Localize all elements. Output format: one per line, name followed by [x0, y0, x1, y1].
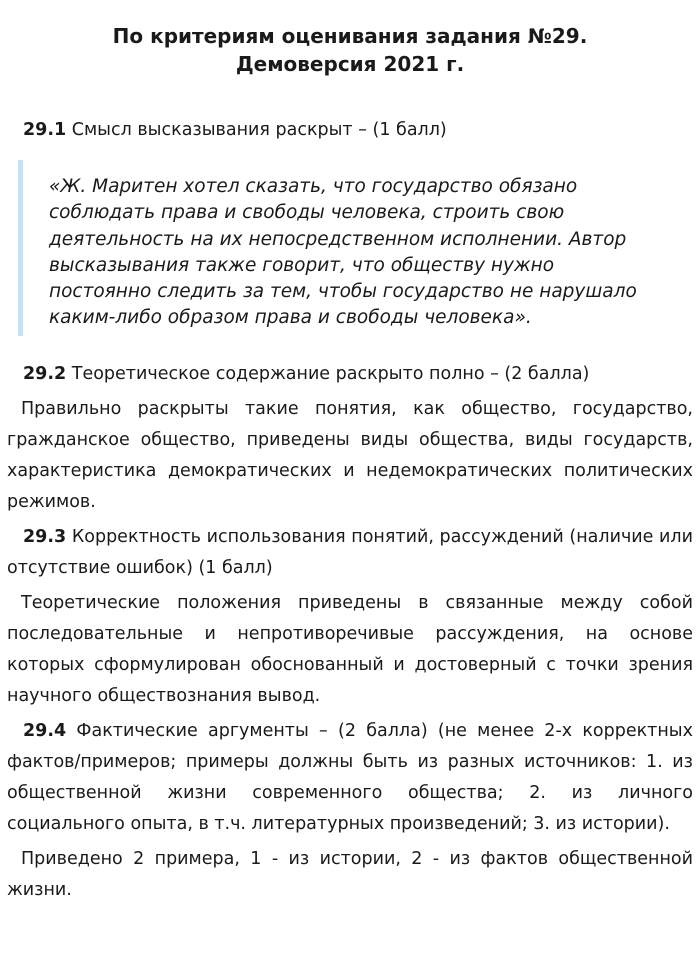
criterion-29-4-heading [7, 716, 693, 840]
page-title-line-1: По критериям оценивания задания №29. [112, 24, 588, 48]
page-title [7, 22, 693, 78]
criterion-29-2-heading [7, 359, 693, 390]
criterion-29-3-body: Теоретические положения приведены в связанные между собой последовательные и непротиворечивые рассуждения, на основе которых сформулирован обоснованный и достоверный с точки зрения научного обществознания вывод. [7, 592, 693, 706]
page-title-line-2: Демоверсия 2021 г. [235, 52, 465, 76]
criterion-text: Фактические аргументы – (2 балла) (не менее 2-х корректных фактов/примеров; примеры должны быть из разных источников: 1. из общественной жизни современного общества; 2. из личного социального опыта, в т.ч. литературных произведений; 3. из истории). [7, 720, 693, 834]
criterion-number: 29.3 [23, 526, 67, 547]
criterion-number: 29.1 [23, 120, 67, 140]
criterion-29-2-body: Правильно раскрыты такие понятия, как общество, государство, гражданское общество, приведены виды общества, виды государств, характеристика демократических и недемократических политических режимов. [7, 398, 693, 512]
criterion-number: 29.2 [23, 363, 67, 384]
document-page [7, 0, 693, 906]
criterion-text: Смысл высказывания раскрыт – (1 балл) [71, 120, 447, 140]
criterion-text: Теоретическое содержание раскрыто полно – (2 балла) [71, 363, 590, 384]
criterion-29-1-heading [7, 115, 693, 146]
example-quote [18, 160, 649, 336]
criterion-29-4-body: Приведено 2 примера, 1 - из истории, 2 - из фактов общественной жизни. [7, 848, 693, 900]
criterion-29-3-heading [7, 522, 693, 584]
criterion-number: 29.4 [23, 720, 67, 741]
criterion-text: Корректность использования понятий, рассуждений (наличие или отсутствие ошибок) (1 балл) [7, 526, 693, 578]
quote-text: «Ж. Маритен хотел сказать, что государство обязано соблюдать права и свободы человека, строить свою деятельность на их непосредственном исполнении. Автор высказывания также говорит, что обществу нужно постоянно следить за тем, чтобы государство не нарушало каким-либо образом права и свободы человека». [49, 176, 637, 329]
